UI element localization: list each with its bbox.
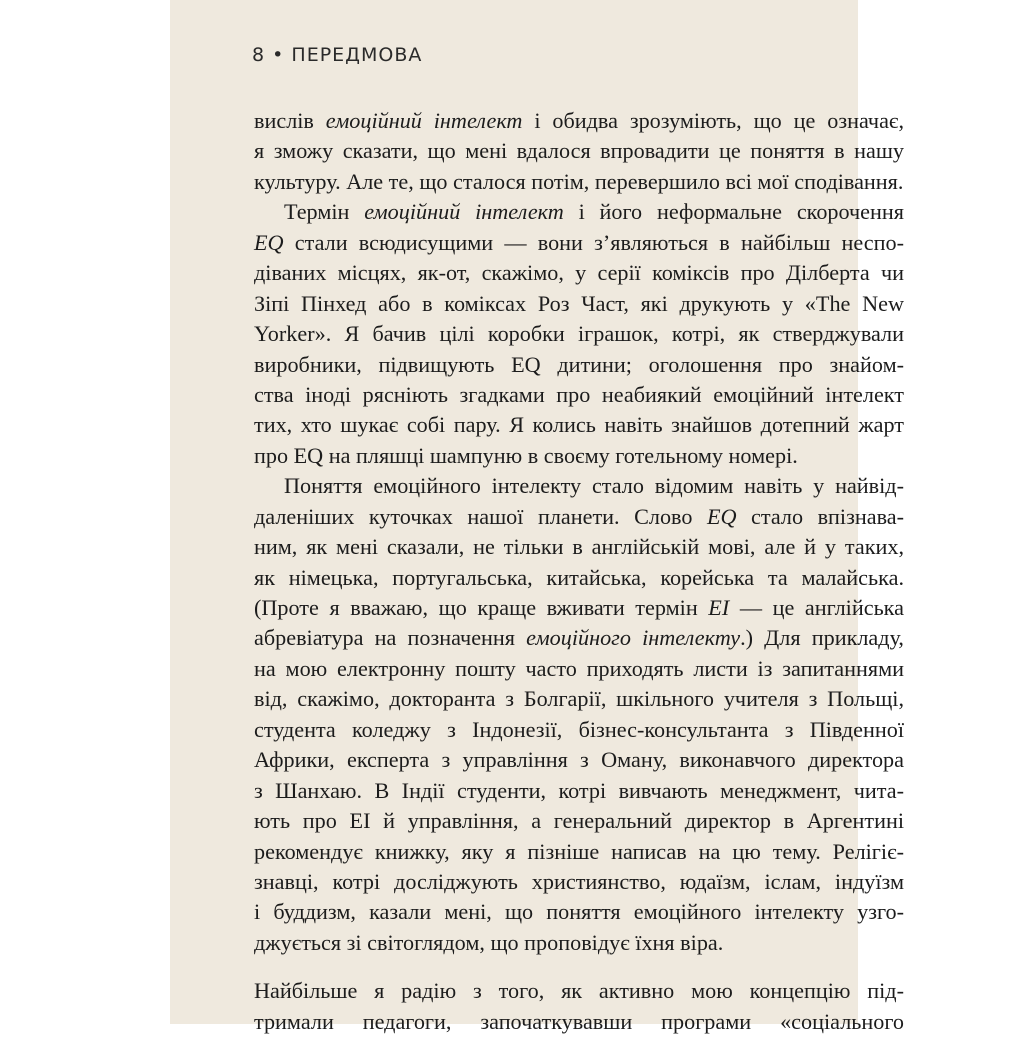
text-line	[254, 532, 904, 562]
text-segment: джується зі світоглядом, що проповідує їхня віра.	[254, 929, 724, 955]
text-line	[254, 1007, 904, 1037]
paragraph-gap	[254, 958, 904, 976]
text-segment: Поняття емоційного інтелекту стало відомим навіть у найвід-	[284, 473, 904, 499]
text-line	[254, 441, 904, 471]
text-segment: стали всюдисущими — вони з’являються в найбільш неспо-	[283, 229, 904, 255]
text-segment: рекомендує книжку, яку я пізніше написав на цю тему. Релігіє-	[254, 838, 904, 864]
italic-text: EQ	[706, 503, 737, 529]
text-line	[254, 167, 904, 197]
text-line	[254, 380, 904, 410]
text-line	[254, 319, 904, 349]
section-title: ПЕРЕДМОВА	[291, 44, 423, 66]
text-line	[254, 563, 904, 593]
text-line	[254, 745, 904, 775]
text-segment: (Проте я вважаю, що краще вживати термін	[254, 595, 709, 620]
text-line	[254, 623, 904, 653]
text-line	[254, 593, 904, 623]
text-segment: .) Для прикладу,	[740, 625, 904, 651]
text-line	[254, 806, 904, 836]
text-segment: ють про EI й управління, а генеральний директор в Аргентині	[254, 808, 904, 834]
book-page	[170, 0, 905, 1034]
text-segment: тримали педагоги, започаткувавши програми «соціального	[254, 1008, 904, 1034]
text-line	[254, 350, 904, 380]
text-segment: Найбільше я радію з того, як активно мою концепцію під-	[254, 978, 904, 1004]
text-line	[254, 106, 904, 136]
text-segment: Yorker». Я бачив цілі коробки іграшок, котрі, як стверджували	[254, 321, 904, 347]
text-segment: ним, як мені сказали, не тільки в англійській мові, але й у таких,	[254, 534, 904, 560]
text-line	[254, 471, 904, 501]
text-segment: вислів	[254, 108, 326, 133]
text-line	[254, 837, 904, 867]
text-segment: знавці, котрі досліджують християнство, юдаїзм, іслам, індуїзм	[254, 868, 904, 894]
text-segment: даленіших куточках нашої планети. Слово	[254, 503, 707, 529]
text-line	[254, 258, 904, 288]
italic-text: емоційного інтелекту	[526, 625, 741, 651]
text-line	[254, 197, 904, 227]
text-segment: Термін	[284, 199, 365, 225]
text-line	[254, 684, 904, 714]
text-segment: і його неформальне скорочення	[563, 199, 904, 225]
text-line	[254, 776, 904, 806]
text-segment: — це англійська	[729, 595, 904, 620]
text-segment: і буддизм, казали мені, що поняття емоційного інтелекту узго-	[254, 899, 904, 925]
text-line	[254, 928, 904, 958]
italic-text: EQ	[254, 229, 284, 255]
text-segment: від, скажімо, докторанта з Болгарії, шкільного учителя з Польщі,	[254, 686, 904, 712]
text-line	[254, 976, 904, 1006]
text-segment: ства іноді рясніють згадками про неабиякий емоційний інтелект	[254, 381, 904, 407]
text-line	[254, 289, 904, 319]
text-segment: тих, хто шукає собі пару. Я колись навіть знайшов дотепний жарт	[254, 412, 904, 438]
body-text	[254, 106, 904, 1037]
text-segment: Зіпі Пінхед або в коміксах Роз Част, які друкують у «The New	[254, 290, 904, 316]
text-segment: я зможу сказати, що мені вдалося впровадити це поняття в нашу	[254, 138, 904, 164]
text-line	[254, 715, 904, 745]
text-segment: з Шанхаю. В Індії студенти, котрі вивчають менеджмент, чита-	[254, 777, 904, 803]
text-segment: Африки, експерта з управління з Оману, виконавчого директора	[254, 747, 904, 773]
text-segment: про EQ на пляшці шампуню в своєму готельному номері.	[254, 442, 798, 468]
text-segment: як німецька, португальська, китайська, корейська та малайська.	[254, 564, 904, 590]
italic-text: емоційний інтелект	[325, 108, 523, 133]
page-number: 8	[252, 44, 266, 66]
text-segment: абревіатура на позначення	[254, 625, 527, 651]
italic-text: EI	[708, 595, 730, 620]
text-segment: діваних місцях, як-от, скажімо, у серії коміксів про Ділберта чи	[254, 260, 904, 286]
text-segment: стало впізнава-	[736, 503, 904, 529]
text-line	[254, 410, 904, 440]
text-line	[254, 654, 904, 684]
italic-text: емоційний інтелект	[364, 199, 564, 225]
text-segment: на мою електронну пошту часто приходять листи із запитаннями	[254, 655, 904, 681]
header-bullet: •	[272, 44, 285, 66]
text-segment: культуру. Але те, що сталося потім, перевершило всі мої сподівання.	[254, 168, 904, 194]
text-segment: студента коледжу з Індонезії, бізнес-консультанта з Південної	[254, 716, 904, 742]
text-line	[254, 136, 904, 166]
text-line	[254, 867, 904, 897]
text-line	[254, 502, 904, 532]
text-segment: виробники, підвищують EQ дитини; оголошення про знайом-	[254, 351, 904, 377]
running-head	[252, 44, 422, 66]
text-segment: і обидва зрозуміють, що це означає,	[522, 108, 905, 133]
text-line	[254, 897, 904, 927]
text-line	[254, 228, 904, 258]
